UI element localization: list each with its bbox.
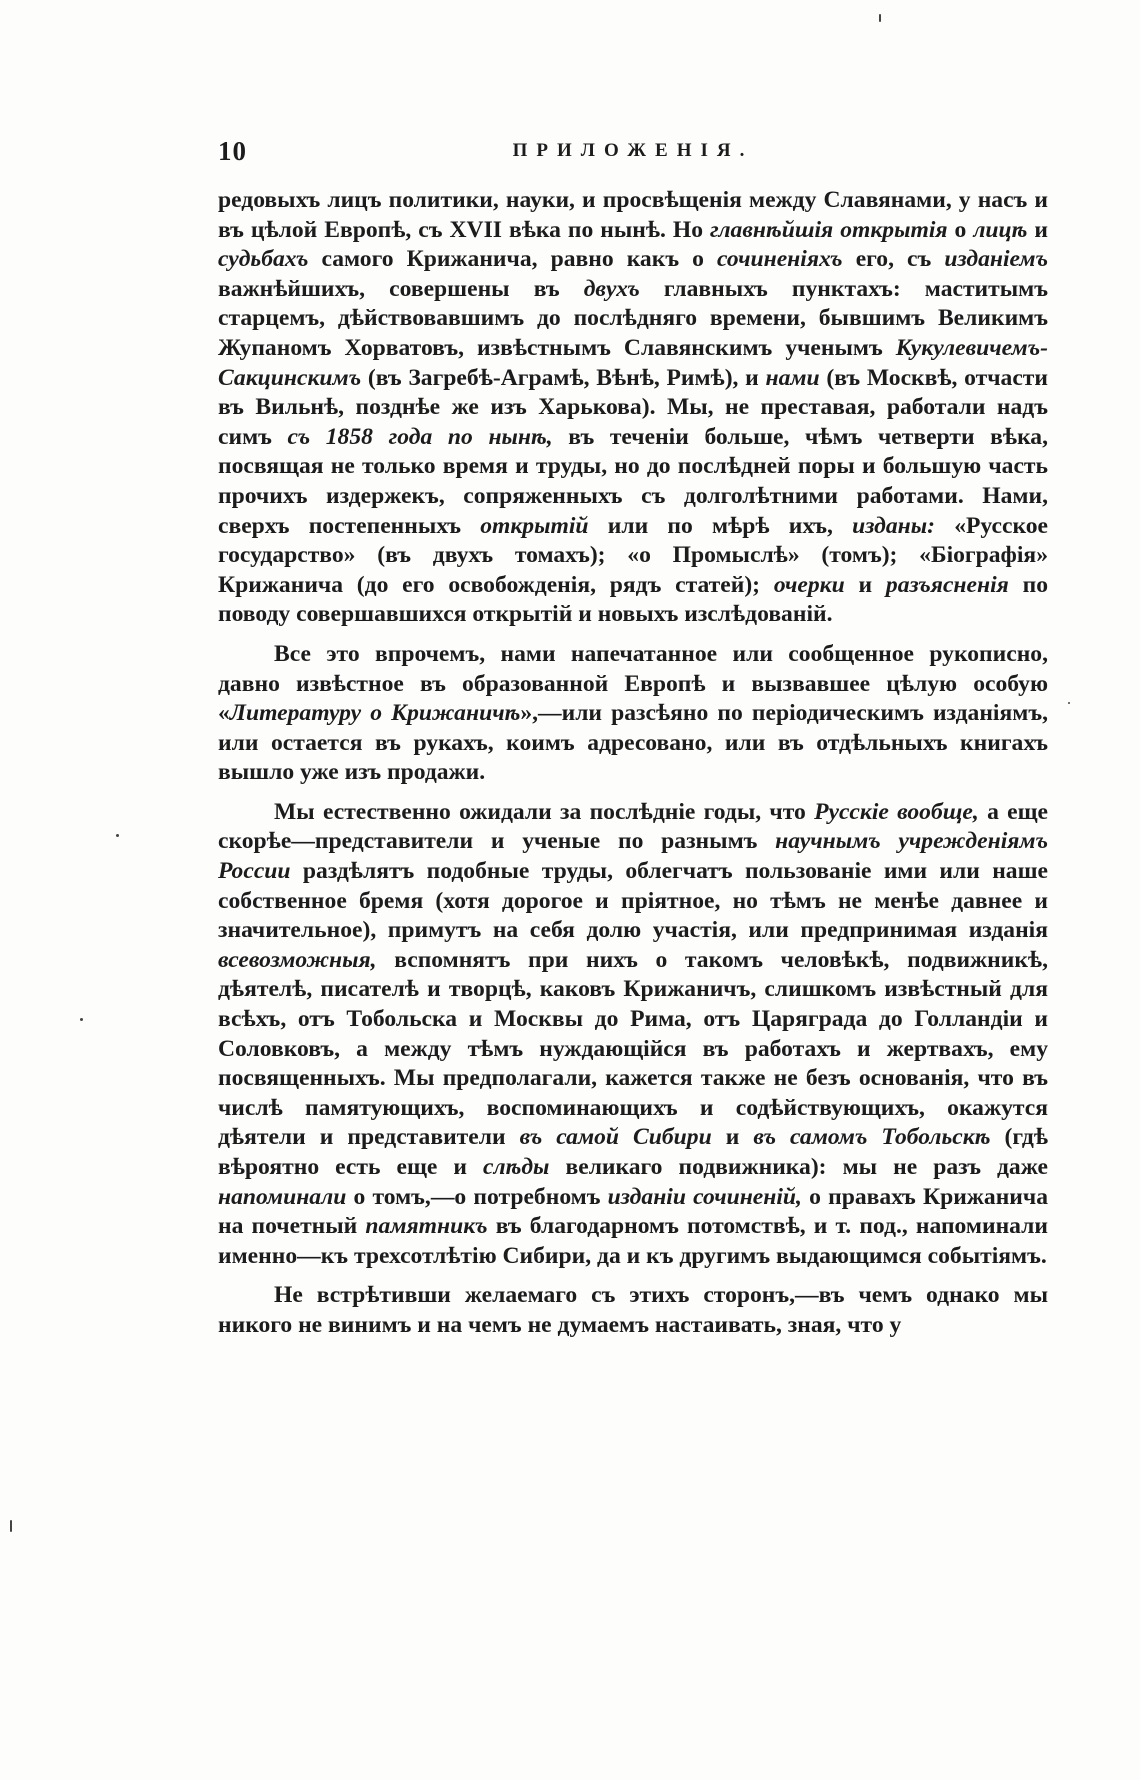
italic-text-run: всевозможныя, — [218, 946, 377, 973]
text-run: редовыхъ лицъ политики, науки, и просвѣщенія между Славянами, у насъ и въ цѣлой Европѣ, съ XVII вѣка по нынѣ. Но — [218, 187, 1048, 243]
italic-text-run: изданіи сочиненій, — [607, 1183, 802, 1210]
text-run: Все это впрочемъ, нами напечатанное или сообщенное рукописно, давно извѣстное въ образованной Европѣ и вызвавшее цѣлую особую « — [218, 640, 1048, 727]
text-run: а еще скорѣе—представители и ученые по разнымъ — [218, 798, 1048, 855]
italic-text-run: нами — [765, 364, 820, 391]
paragraph — [218, 640, 1048, 788]
text-run: по поводу совершавшихся открытій и новыхъ изслѣдованій. — [218, 571, 1048, 628]
text-run: вспомнятъ при нихъ о такомъ человѣкѣ, подвижникѣ, дѣятелѣ, писателѣ и творцѣ, каковъ Крижаничъ, слишкомъ извѣстный для всѣхъ, отъ Тобольска и Москвы до Рима, отъ Царяграда до Голландіи и Соловковъ, а между тѣмъ нуждающійся въ работахъ и жертвахъ, ему посвященныхъ. Мы предполагали, кажется также не безъ основанія, что въ числѣ памятующихъ, воспоминающихъ и содѣйствующихъ, окажутся дѣятели и представители — [218, 946, 1048, 1151]
italic-text-run: научнымъ учрежденіямъ России — [218, 828, 1048, 885]
italic-text-run: очерки — [773, 571, 845, 598]
text-run: о правахъ Крижанича на почетный — [218, 1183, 1049, 1240]
italic-text-run: Литературу о Крижаничѣ — [229, 700, 521, 727]
scan-speck — [116, 834, 119, 837]
italic-text-run: напоминали — [218, 1183, 347, 1210]
italic-text-run: сочиненіяхъ — [717, 246, 843, 273]
text-run: главныхъ пунктахъ: маститымъ старцемъ, дѣйствовавшимъ до послѣдняго времени, бывшимъ Великимъ Жупаномъ Хорватовъ, извѣстнымъ Славянскимъ ученымъ — [218, 275, 1048, 361]
page-number: 10 — [218, 136, 247, 166]
text-run: самого Крижанича, равно какъ о — [308, 246, 718, 273]
italic-text-run: Кукулевичемъ-Сакцинскимъ — [218, 334, 1048, 391]
italic-text-run: открытій — [480, 512, 589, 539]
text-run: и — [711, 1124, 754, 1151]
text-run: въ благодарномъ потомствѣ, и т. под., напоминали именно—къ трехсотлѣтію Сибири, да и къ другимъ выдающимся событіямъ. — [218, 1213, 1048, 1269]
italic-text-run: слѣды — [483, 1154, 550, 1180]
italic-text-run: съ 1858 года по нынѣ, — [287, 423, 553, 450]
text-run: Не встрѣтивши желаемаго съ этихъ сторонъ,—въ чемъ однако мы никого не винимъ и на чемъ не думаемъ настаивать, зная, что у — [218, 1282, 1048, 1338]
italic-text-run: Русскіе вообще, — [814, 798, 979, 825]
italic-text-run: разъясненія — [885, 571, 1009, 598]
text-run: (въ Загребѣ-Аграмѣ, Вѣнѣ, Римѣ), и — [361, 364, 766, 391]
italic-text-run: изданы: — [852, 512, 935, 539]
italic-text-run: изданіемъ — [944, 246, 1049, 273]
text-run: въ теченіи больше, чѣмъ четверти вѣка, посвящая не только время и труды, но до послѣдней поры и большую часть прочихъ издержекъ, сопряженныхъ съ долголѣтними работами. Нами, сверхъ постепенныхъ — [218, 423, 1049, 539]
text-run: и — [844, 571, 886, 598]
scan-speck — [80, 1018, 83, 1021]
text-run: о томъ,—о потребномъ — [346, 1183, 608, 1210]
text-run: Мы естественно ожидали за послѣдніе годы, что — [274, 798, 815, 825]
text-run: важнѣйшихъ, совершены въ — [218, 275, 584, 302]
italic-text-run: въ самой Сибири — [519, 1124, 712, 1151]
italic-text-run: судьбахъ — [218, 246, 309, 273]
paragraph — [218, 1281, 1048, 1340]
paragraph — [218, 186, 1048, 630]
text-run: (въ Москвѣ, отчасти въ Вильнѣ, позднѣе же изъ Харькова). Мы, не преставая, работали надъ симъ — [218, 364, 1048, 450]
text-run: раздѣлятъ подобные труды, облегчатъ пользованіе ими или наше собственное бремя (хотя дорогое и пріятное, но тѣмъ не менѣе давнее и значительное), примутъ на себя долю участія, или предпринимая изданія — [218, 858, 1048, 944]
running-head: ПРИЛОЖЕНІЯ. — [512, 140, 754, 161]
scan-speck — [10, 1520, 12, 1532]
text-run: о — [947, 216, 974, 243]
italic-text-run: въ самомъ Тобольскѣ — [753, 1124, 991, 1151]
text-run: «Русское государство» (въ двухъ томахъ); «о Промыслѣ» (томъ); «Біографія» Крижанича (до его освобожденія, рядъ статей); — [218, 512, 1048, 598]
text-run: великаго подвижника): мы не разъ даже — [549, 1154, 1048, 1180]
scan-speck — [1068, 702, 1070, 704]
body-text — [218, 186, 1048, 1341]
text-run: или по мѣрѣ ихъ, — [588, 512, 853, 539]
italic-text-run: главнѣйшія открытія — [710, 216, 948, 243]
page-header — [218, 136, 1048, 170]
text-run: »,—или разсѣяно по періодическимъ изданіямъ, или остается въ рукахъ, коимъ адресовано, или въ отдѣльныхъ книгахъ вышло уже изъ продажи. — [218, 700, 1048, 786]
text-run: и — [1027, 216, 1049, 243]
paragraph — [218, 798, 1048, 1272]
italic-text-run: лицѣ — [973, 216, 1028, 243]
italic-text-run: двухъ — [583, 275, 640, 302]
scan-speck — [879, 14, 881, 22]
text-run: его, съ — [842, 246, 945, 273]
text-run: (гдѣ вѣроятно есть еще и — [218, 1124, 1048, 1180]
italic-text-run: памятникъ — [365, 1213, 488, 1240]
